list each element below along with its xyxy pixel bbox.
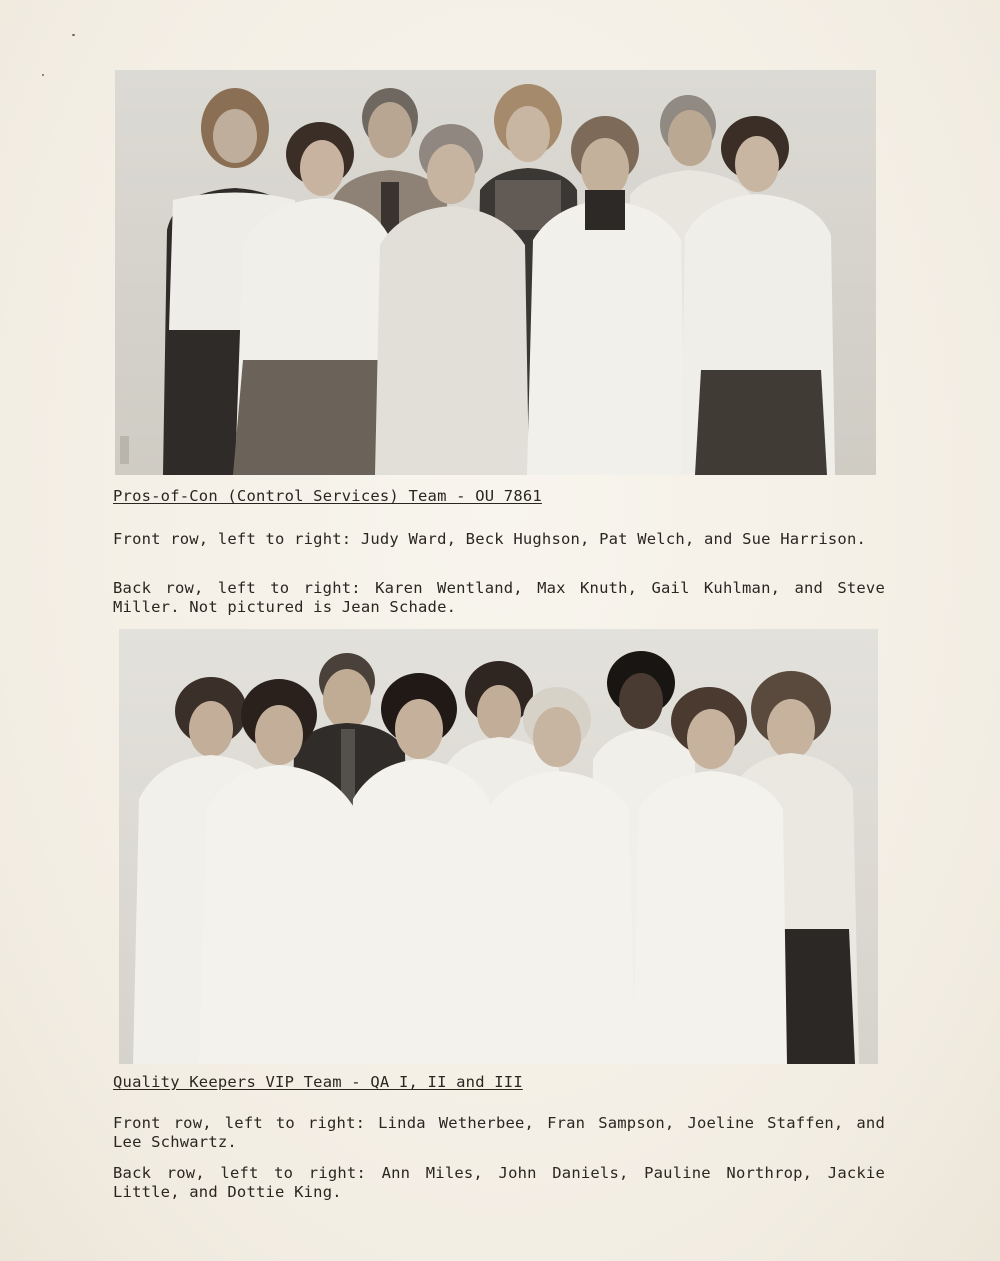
team-photo-pros-of-con [115, 70, 876, 475]
front-row-caption-quality-keepers: Front row, left to right: Linda Wetherbee, Fran Sampson, Joeline Staffen, and Lee Schwartz. [113, 1114, 885, 1151]
front-row-caption-pros-of-con: Front row, left to right: Judy Ward, Beck Hughson, Pat Welch, and Sue Harrison. [113, 530, 867, 548]
team-photo-quality-keepers-image [119, 629, 878, 1064]
back-row-caption-quality-keepers: Back row, left to right: Ann Miles, John Daniels, Pauline Northrop, Jackie Little, and Dottie King. [113, 1164, 885, 1201]
back-row-caption-pros-of-con: Back row, left to right: Karen Wentland, Max Knuth, Gail Kuhlman, and Steve Miller. Not pictured is Jean Schade. [113, 579, 885, 616]
section-title-quality-keepers: Quality Keepers VIP Team - QA I, II and III [113, 1073, 523, 1091]
paper-speck [72, 34, 75, 36]
paper-speck [42, 74, 44, 76]
team-photo-quality-keepers [119, 629, 878, 1064]
section-title-pros-of-con: Pros-of-Con (Control Services) Team - OU 7861 [113, 487, 542, 505]
team-photo-pros-of-con-image [115, 70, 876, 475]
